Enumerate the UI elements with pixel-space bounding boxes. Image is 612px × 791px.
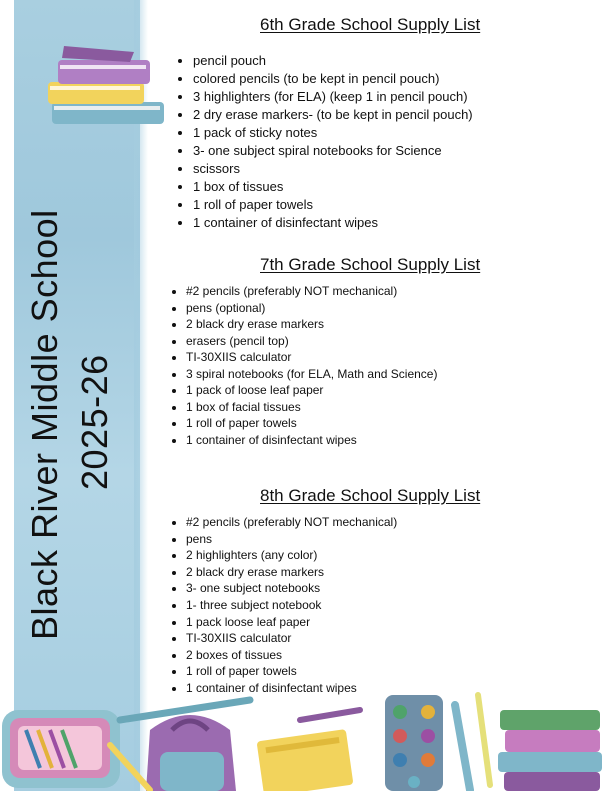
- list-item: • 3 highlighters (for ELA) (keep 1 in pencil pouch): [193, 88, 473, 106]
- school-supplies-illustration: [0, 690, 612, 791]
- list-item: • pens (optional): [186, 300, 437, 317]
- list-item: • scissors: [193, 160, 473, 178]
- books-stack-icon: [498, 710, 602, 791]
- list-item: • pencil pouch: [193, 52, 473, 70]
- list-item: • TI-30XIIS calculator: [186, 630, 397, 647]
- list-item: • 1 container of disinfectant wipes: [186, 680, 397, 697]
- list-item: • TI-30XIIS calculator: [186, 349, 437, 366]
- school-year: 2025-26: [74, 354, 115, 490]
- list-item: • 2 dry erase markers- (to be kept in pencil pouch): [193, 106, 473, 124]
- list-item: • 1 roll of paper towels: [186, 663, 397, 680]
- paint-palette-icon: [385, 695, 443, 791]
- list-item: • 2 highlighters (any color): [186, 547, 397, 564]
- list-item: • 1 box of tissues: [193, 178, 473, 196]
- list-item: • 1- three subject notebook: [186, 597, 397, 614]
- grade6-list: [175, 52, 473, 232]
- list-item: • pens: [186, 531, 397, 548]
- list-item: • 2 boxes of tissues: [186, 647, 397, 664]
- list-item: • 1 pack of sticky notes: [193, 124, 473, 142]
- school-banner: [20, 170, 120, 640]
- school-name: Black River Middle School: [24, 209, 65, 640]
- list-item: • 2 black dry erase markers: [186, 316, 437, 333]
- pencil-case-icon: [2, 710, 120, 788]
- list-item: • 1 container of disinfectant wipes: [186, 432, 437, 449]
- grade8-list: [168, 514, 397, 697]
- grade8-title: 8th Grade School Supply List: [260, 486, 481, 505]
- list-item: • 1 roll of paper towels: [186, 415, 437, 432]
- list-item: • 1 container of disinfectant wipes: [193, 214, 473, 232]
- list-item: • 1 roll of paper towels: [193, 196, 473, 214]
- backpack-icon: [146, 715, 236, 791]
- list-item: • 2 black dry erase markers: [186, 564, 397, 581]
- list-item: • 3 spiral notebooks (for ELA, Math and Science): [186, 366, 437, 383]
- list-item: • #2 pencils (preferably NOT mechanical): [186, 283, 437, 300]
- list-item: • 1 pack of loose leaf paper: [186, 382, 437, 399]
- list-item: • #2 pencils (preferably NOT mechanical): [186, 514, 397, 531]
- grade7-list: [168, 283, 437, 448]
- list-item: • 1 box of facial tissues: [186, 399, 437, 416]
- list-item: • 3- one subject notebooks: [186, 580, 397, 597]
- list-item: • 1 pack loose leaf paper: [186, 614, 397, 631]
- grade6-title: 6th Grade School Supply List: [260, 15, 481, 34]
- notebook-icon: [257, 729, 354, 791]
- grade7-title: 7th Grade School Supply List: [260, 255, 481, 274]
- list-item: • 3- one subject spiral notebooks for Science: [193, 142, 473, 160]
- list-item: • colored pencils (to be kept in pencil pouch): [193, 70, 473, 88]
- books-illustration: [44, 40, 174, 135]
- list-item: • erasers (pencil top): [186, 333, 437, 350]
